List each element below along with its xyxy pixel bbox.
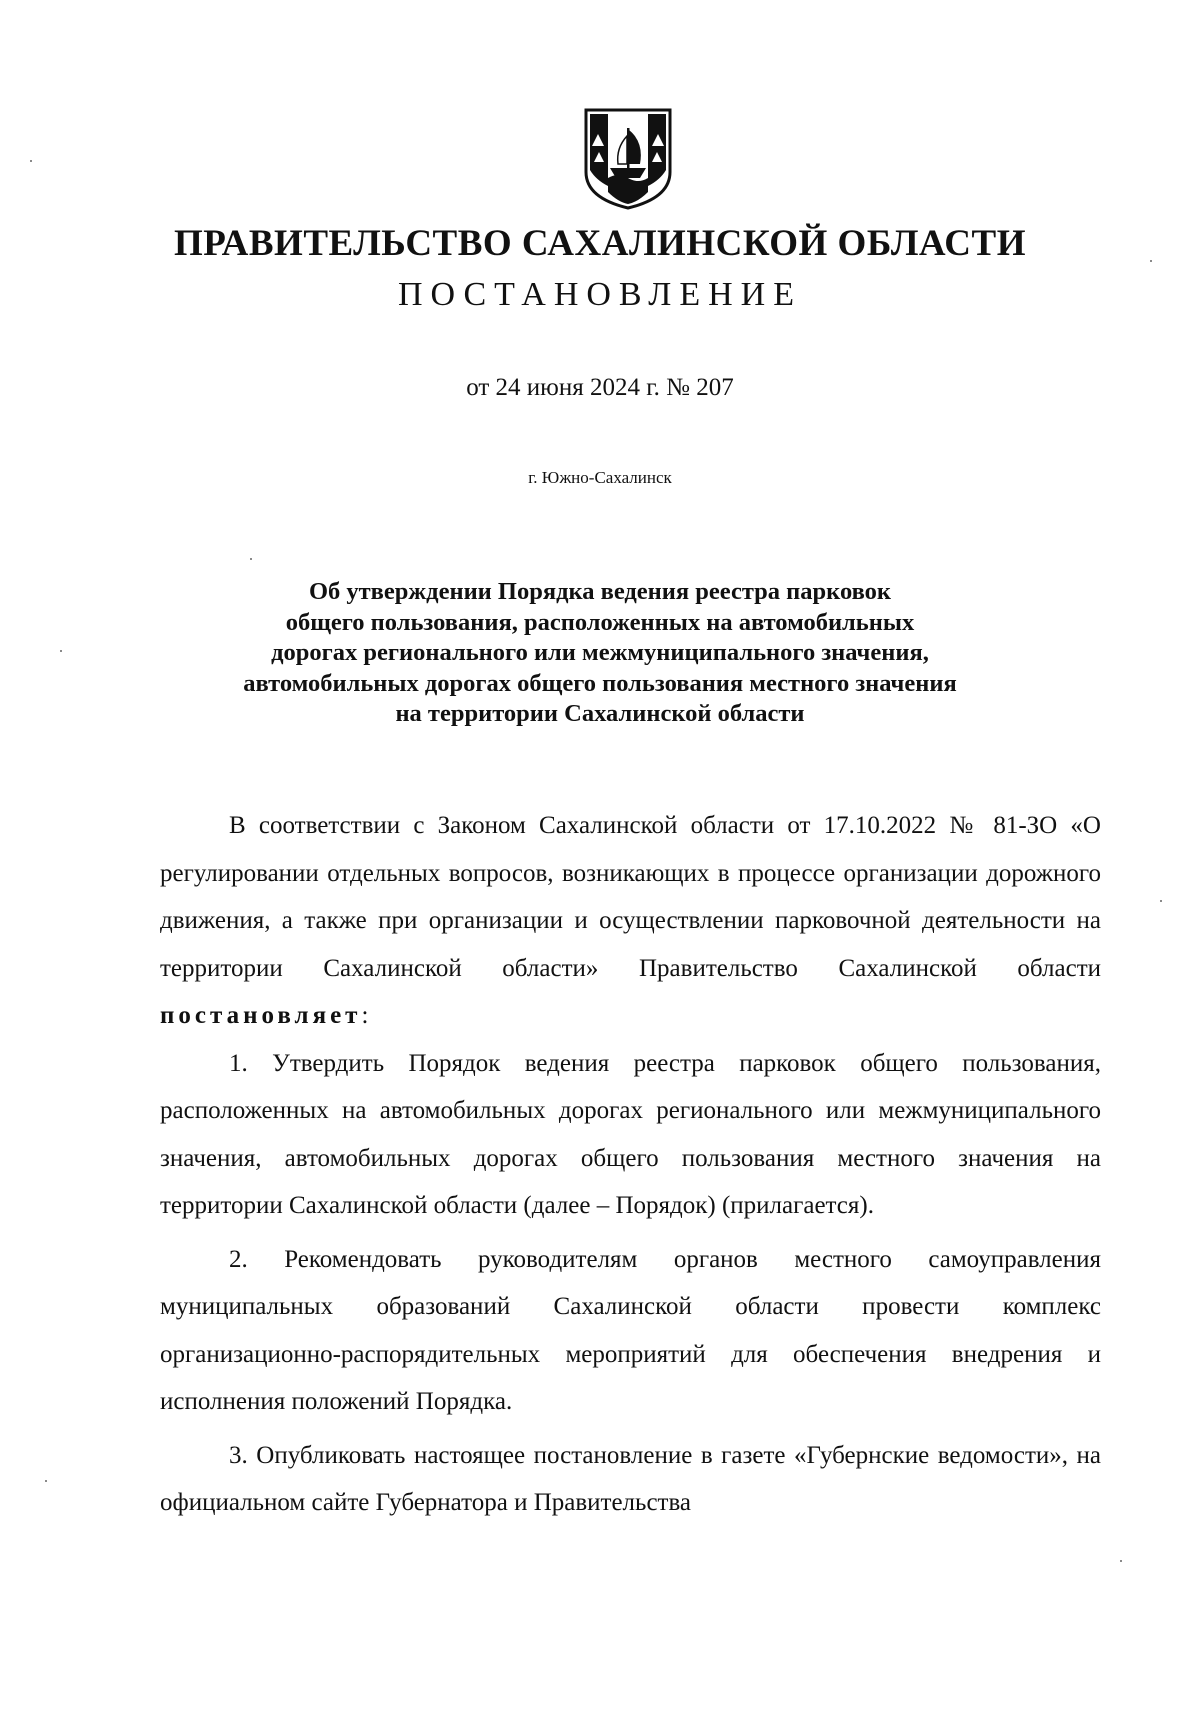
scan-speck: [30, 160, 32, 162]
subject-line: Об утверждении Порядка ведения реестра парковок: [308, 578, 892, 605]
document-date-number: от 24 июня 2024 г. № 207: [466, 374, 734, 401]
subject-line: дорогах регионального или межмуниципального значения,: [271, 639, 929, 666]
scan-speck: [1150, 260, 1152, 262]
sakhalin-coat-of-arms-icon: [582, 106, 674, 210]
scan-speck: [45, 1480, 47, 1482]
document-subject: [150, 577, 1050, 730]
subject-line: на территории Сахалинской области: [395, 700, 805, 727]
decree-word: постановляет: [160, 1002, 362, 1029]
item-1-paragraph: 1. Утвердить Порядок ведения реестра парковок общего пользования, расположенных на автомобильных дорогах регионального или межмуниципального значения, автомобильных дорогах общего пользования местного значения на территории Сахалинской области (далее – Порядок) (прилагается).: [160, 1049, 1101, 1219]
scan-speck: [1160, 900, 1162, 902]
decree-colon: :: [361, 1002, 369, 1029]
document-type: ПОСТАНОВЛЕНИЕ: [397, 276, 803, 313]
preamble-text: В соответствии с Законом Сахалинской области от 17.10.2022 № 81-ЗО «О регулировании отдельных вопросов, возникающих в процессе организации дорожного движения, а также при организации и осуществлении парковочной деятельности на территории Сахалинской области» Правительство Сахалинской области: [160, 812, 1101, 982]
organization-title: ПРАВИТЕЛЬСТВО САХАЛИНСКОЙ ОБЛАСТИ: [174, 223, 1026, 264]
document-city: г. Южно-Сахалинск: [528, 468, 672, 487]
document-body: [160, 802, 1101, 1533]
scan-speck: [1120, 1560, 1122, 1562]
item-2-paragraph: 2. Рекомендовать руководителям органов местного самоуправления муниципальных образований Сахалинской области провести комплекс организационно-распорядительных мероприятий для обеспечения внедрения и исполнения положений Порядка.: [160, 1245, 1101, 1415]
subject-line: общего пользования, расположенных на автомобильных: [285, 608, 915, 636]
scan-speck: [250, 558, 252, 560]
item-3-paragraph: 3. Опубликовать настоящее постановление в газете «Губернские ведомости», на официальном сайте Губернатора и Правительства: [160, 1441, 1101, 1516]
subject-line: автомобильных дорогах общего пользования местного значения: [243, 669, 957, 697]
scan-speck: [60, 650, 62, 652]
preamble-paragraph: [160, 802, 1101, 1040]
